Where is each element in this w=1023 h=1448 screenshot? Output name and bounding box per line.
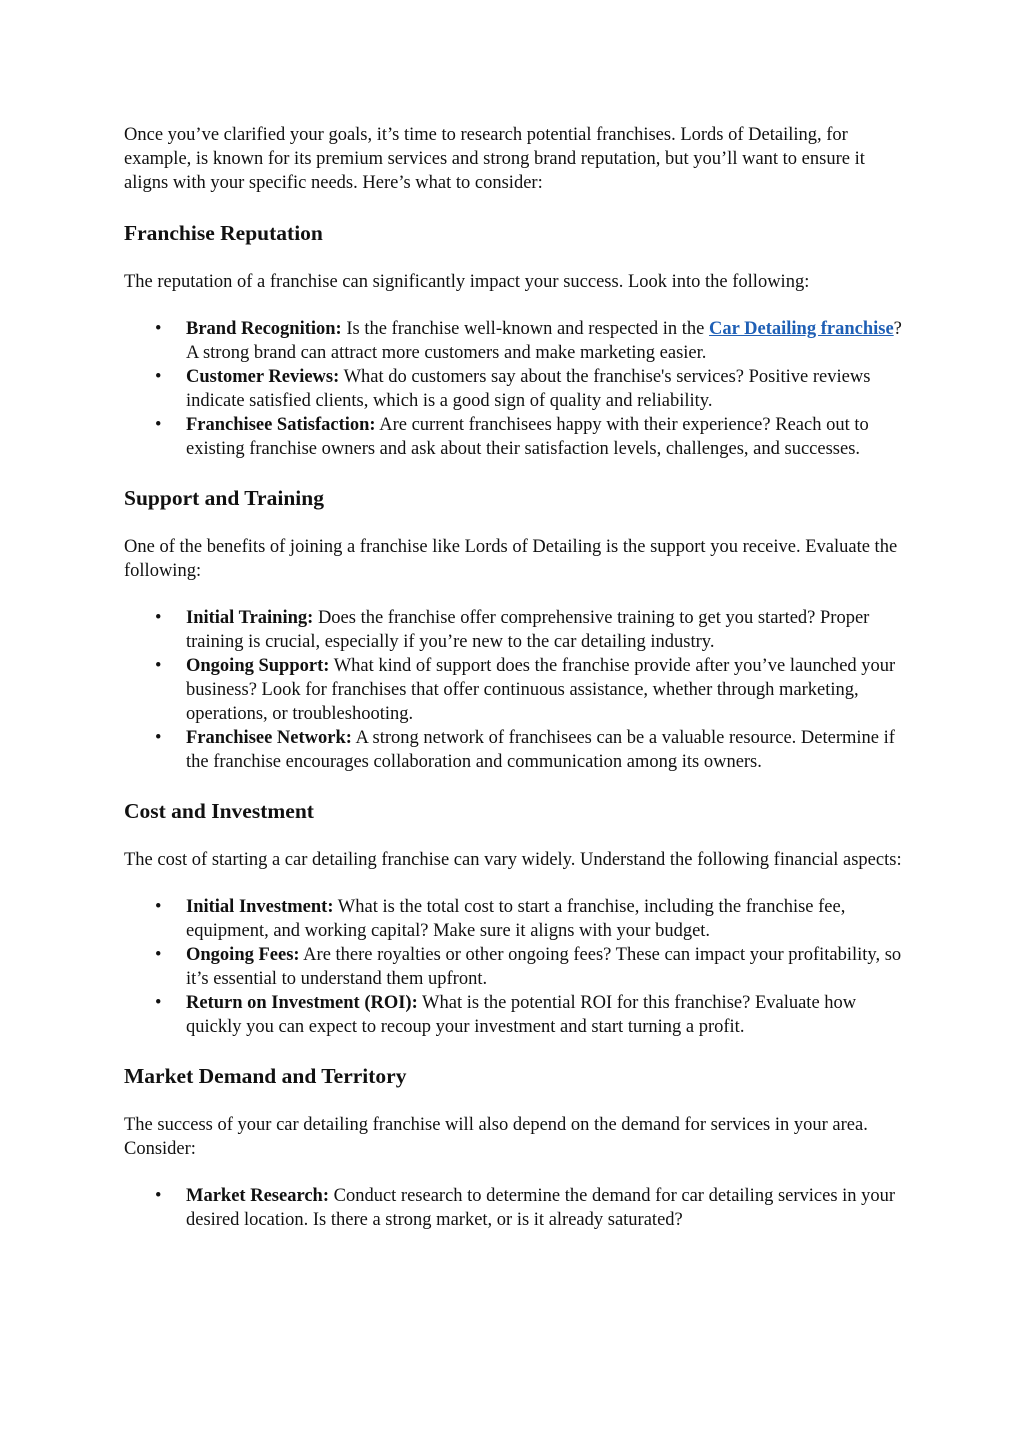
bullet-list (124, 317, 904, 461)
item-text: Are current franchisees happy with their experience? Reach out to existing franchise owners and ask about their satisfaction levels, challenges, and successes. (186, 415, 869, 459)
item-text: What is the total cost to start a franchise, including the franchise fee, equipment, and working capital? Make sure it aligns with your budget. (186, 897, 846, 941)
bullet-list (124, 1184, 904, 1232)
bullet-icon: • (155, 656, 162, 676)
list-item (124, 726, 904, 774)
bullet-icon: • (155, 608, 162, 628)
section-lead: One of the benefits of joining a franchise like Lords of Detailing is the support you receive. Evaluate the following: (124, 537, 898, 581)
list-item (124, 365, 904, 413)
item-text: ? A strong brand can attract more customers and make marketing easier. (186, 319, 902, 363)
item-text: What kind of support does the franchise provide after you’ve launched your business? Look for franchises that offer continuous assistance, whether through marketing, operations, or troubleshooting. (186, 656, 896, 724)
section-support-and-training (124, 486, 904, 774)
bullet-icon: • (155, 728, 162, 748)
car-detailing-franchise-link[interactable]: Car Detailing franchise (709, 319, 894, 339)
item-term: Ongoing Support: (186, 656, 330, 676)
item-text: Is the franchise well-known and respected in the (341, 319, 710, 339)
item-term: Customer Reviews: (186, 367, 340, 387)
bullet-icon: • (155, 993, 162, 1013)
section-lead: The cost of starting a car detailing franchise can vary widely. Understand the following financial aspects: (124, 850, 902, 870)
item-term: Franchisee Satisfaction: (186, 415, 376, 435)
bullet-icon: • (155, 415, 162, 435)
section-lead: The reputation of a franchise can significantly impact your success. Look into the following: (124, 272, 810, 292)
item-term: Brand Recognition: (186, 319, 342, 339)
bullet-icon: • (155, 319, 162, 339)
bullet-list (124, 895, 904, 1039)
list-item (124, 317, 904, 365)
item-text: A strong network of franchisees can be a valuable resource. Determine if the franchise encourages collaboration and communication among its owners. (186, 728, 895, 772)
item-term: Initial Investment: (186, 897, 334, 917)
list-item (124, 943, 904, 991)
section-heading: Franchise Reputation (124, 221, 323, 245)
list-item (124, 606, 904, 654)
list-item (124, 413, 904, 461)
item-text: Does the franchise offer comprehensive training to get you started? Proper training is crucial, especially if you’re new to the car detailing industry. (186, 608, 870, 652)
item-term: Ongoing Fees: (186, 945, 300, 965)
list-item (124, 991, 904, 1039)
section-heading: Support and Training (124, 486, 324, 510)
item-text: What do customers say about the franchise's services? Positive reviews indicate satisfied clients, which is a good sign of quality and reliability. (186, 367, 871, 411)
item-term: Return on Investment (ROI): (186, 993, 418, 1013)
bullet-list (124, 606, 904, 774)
intro-paragraph: Once you’ve clarified your goals, it’s time to research potential franchises. Lords of Detailing, for example, is known for its premium services and strong brand reputation, but you’ll want to ensure it aligns with your specific needs. Here’s what to consider: (124, 125, 865, 193)
list-item (124, 1184, 904, 1232)
section-heading: Market Demand and Territory (124, 1064, 407, 1088)
section-cost-and-investment (124, 799, 904, 1039)
document-page (124, 123, 904, 1257)
item-text: What is the potential ROI for this franchise? Evaluate how quickly you can expect to recoup your investment and start turning a profit. (186, 993, 857, 1037)
list-item (124, 654, 904, 726)
section-lead: The success of your car detailing franchise will also depend on the demand for services in your area. Consider: (124, 1115, 868, 1159)
bullet-icon: • (155, 1186, 162, 1206)
section-market-demand-and-territory (124, 1064, 904, 1232)
bullet-icon: • (155, 367, 162, 387)
bullet-icon: • (155, 897, 162, 917)
item-term: Initial Training: (186, 608, 314, 628)
item-text: Are there royalties or other ongoing fees? These can impact your profitability, so it’s essential to understand them upfront. (186, 945, 902, 989)
list-item (124, 895, 904, 943)
bullet-icon: • (155, 945, 162, 965)
item-text: Conduct research to determine the demand for car detailing services in your desired location. Is there a strong market, or is it already saturated? (186, 1186, 896, 1230)
section-heading: Cost and Investment (124, 799, 314, 823)
section-franchise-reputation (124, 221, 904, 461)
item-term: Market Research: (186, 1186, 329, 1206)
item-term: Franchisee Network: (186, 728, 352, 748)
